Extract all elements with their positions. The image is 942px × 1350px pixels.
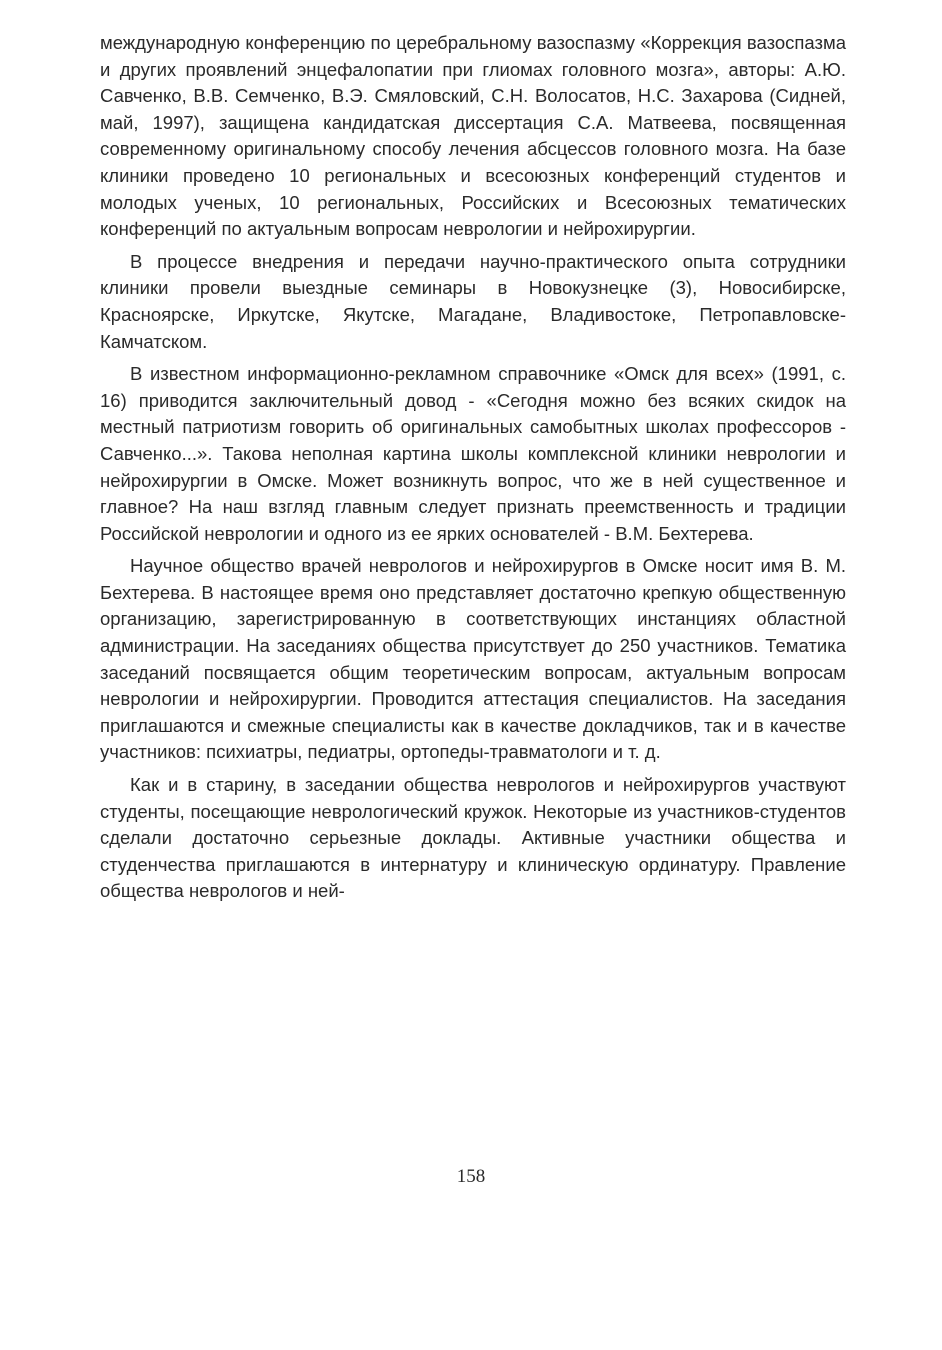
paragraph-4: Научное общество врачей неврологов и нейрохирургов в Омске носит имя В. М. Бехтерева. В настоящее время оно представляет достаточно крепкую общественную организацию, зарегистрированную в соответствующих инстанциях областной администрации. На заседаниях общества присутствует до 250 участников. Тематика заседаний посвящается общим теоретическим вопросам, актуальным вопросам неврологии и нейрохирургии. Проводится аттестация специалистов. На заседания приглашаются и смежные специалисты как в качестве докладчиков, так и в качестве участников: психиатры, педиатры, ортопеды-травматологи и т. д. — [100, 555, 846, 763]
paragraph-1: международную конференцию по церебральному вазоспазму «Коррекция вазоспазма и других проявлений энцефалопатии при глиомах головного мозга», авторы: А.Ю. Савченко, В.В. Семченко, В.Э. Смяловский, С.Н. Волосатов, Н.С. Захарова (Сидней, май, 1997), защищена кандидатская диссертация С.А. Матвеева, посвященная современному оригинальному способу лечения абсцессов головного мозга. На базе клиники проведено 10 региональных и всесоюзных конференций студентов и молодых ученых, 10 региональных, Российских и Всесоюзных тематических конференций по актуальным вопросам неврологии и нейрохирургии. — [100, 32, 846, 240]
paragraph-2: В процессе внедрения и передачи научно-практического опыта сотрудники клиники провели выездные семинары в Новокузнецке (3), Новосибирске, Красноярске, Иркутске, Якутске, Магадане, Владивостоке, Петропавловске-Камчатском. — [100, 250, 846, 352]
page-number: 158 — [456, 1166, 486, 1187]
body-text — [100, 30, 846, 911]
paragraph-3: В известном информационно-рекламном справочнике «Омск для всех» (1991, с. 16) приводится заключительный довод - «Сегодня можно без всяких скидок на местный патриотизм говорить об оригинальных самобытных школах профессоров - Савченко...». Такова неполная картина школы комплексной клиники неврологии и нейрохирургии в Омске. Может возникнуть вопрос, что же в ней существенное и главное? На наш взгляд главным следует признать преемственность и традиции Российской неврологии и одного из ее ярких основателей - В.М. Бехтерева. — [100, 363, 846, 544]
paragraph-5: Как и в старину, в заседании общества неврологов и нейрохирургов участвуют студенты, посещающие неврологический кружок. Некоторые из участников-студентов сделали достаточно серьезные доклады. Активные участники общества и студенчества приглашаются в интернатуру и клиническую ординатуру. Правление общества неврологов и ней- — [100, 774, 846, 902]
